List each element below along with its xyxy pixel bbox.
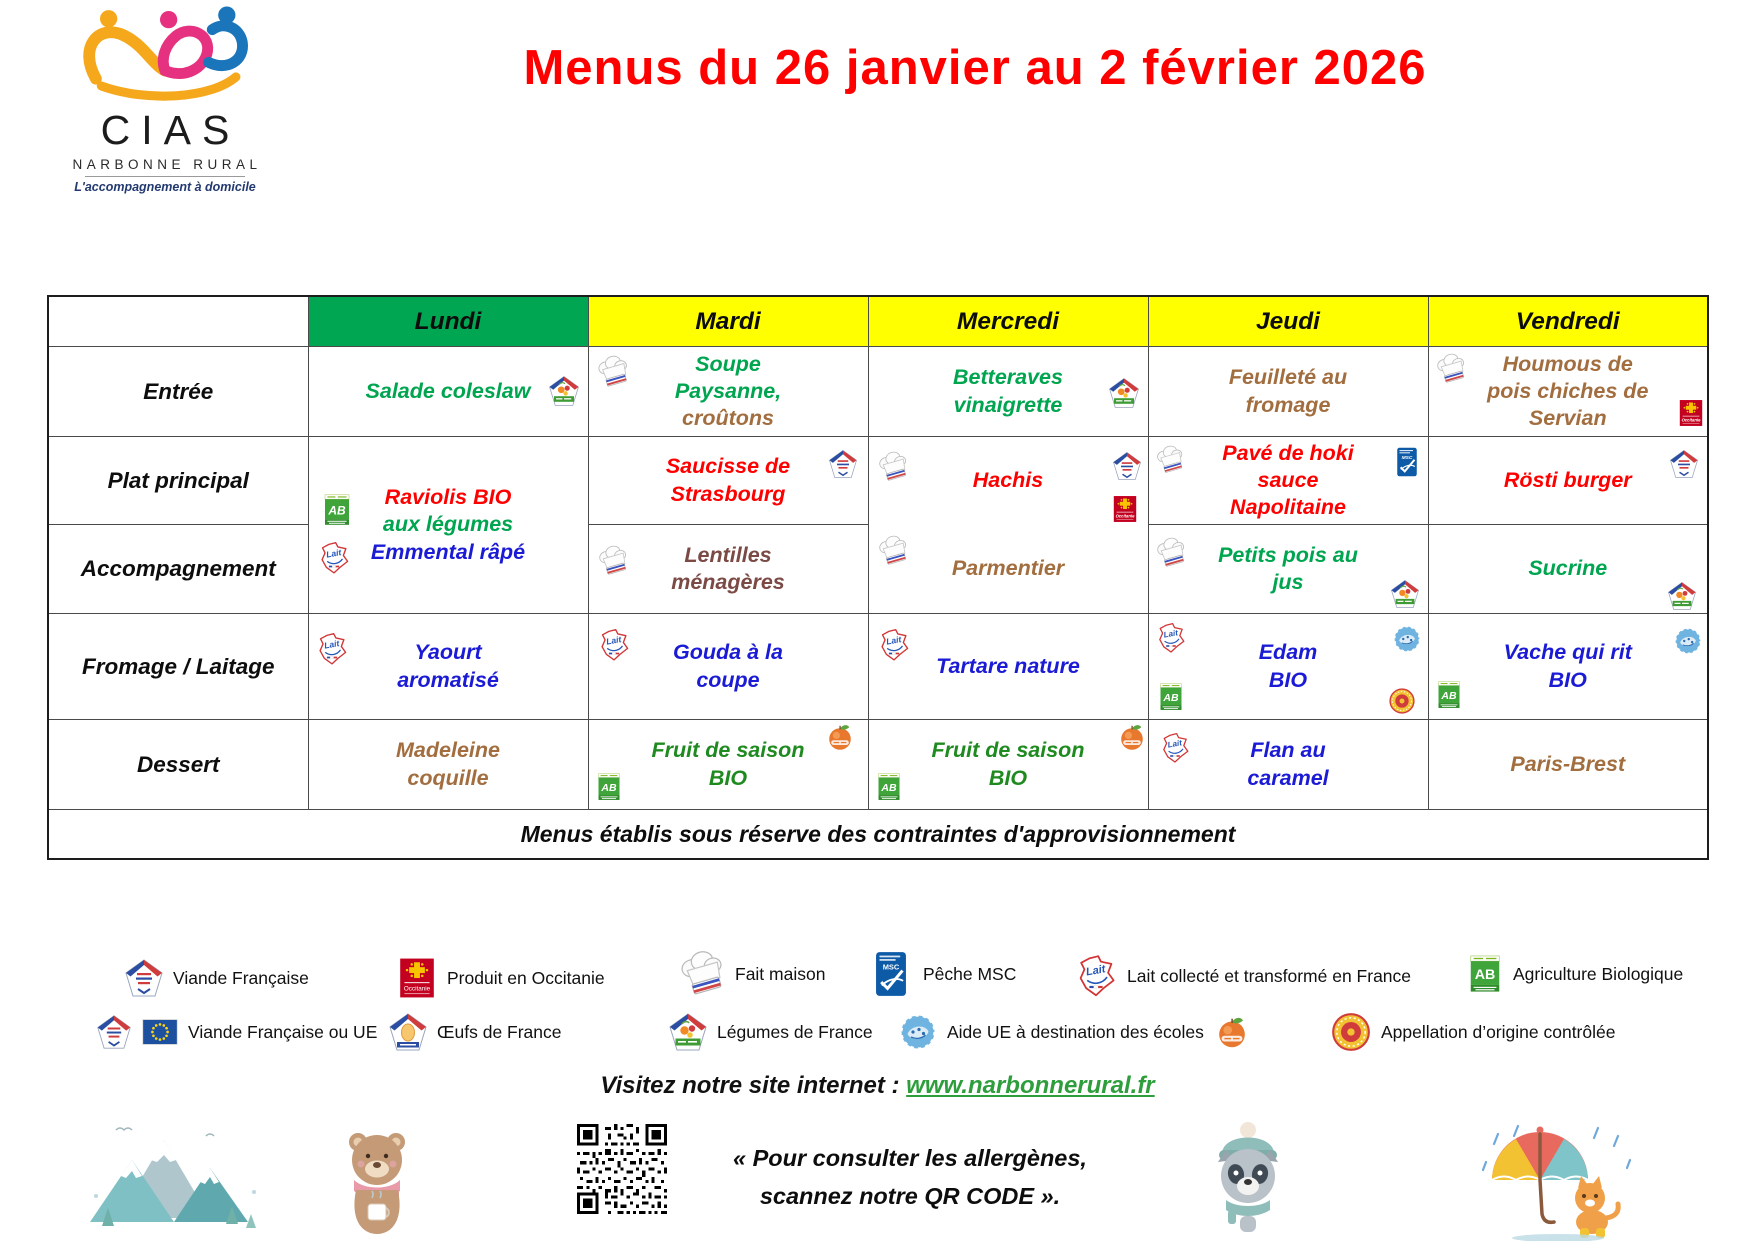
allergen-note-line2: scannez notre QR CODE ».	[759, 1182, 1061, 1209]
dish-name: Servian	[1528, 406, 1607, 431]
row-label-dessert: Dessert	[48, 720, 308, 810]
oeufs-de-france-icon	[388, 1012, 428, 1052]
legend-oeufs-de-france	[388, 1008, 562, 1056]
cell-entree-vendredi	[1428, 347, 1708, 437]
dish-name: Betteraves	[953, 365, 1063, 390]
raccoon-illustration	[1198, 1116, 1298, 1236]
dish-name: Fruit de saison	[651, 738, 805, 763]
dish-name: BIO	[1548, 667, 1587, 692]
day-header-mercredi: Mercredi	[868, 296, 1148, 347]
lait-france-icon	[317, 541, 351, 575]
mountains-illustration	[86, 1116, 264, 1240]
dish-name: Rösti burger	[1503, 467, 1632, 492]
dish-name: ménagères	[671, 570, 785, 594]
allergen-note-line1: « Pour consulter les allergènes,	[733, 1145, 1087, 1171]
dish-name: BIO	[1268, 667, 1308, 692]
dish-name: Madeleine	[396, 738, 500, 763]
dish-name: Napolitaine	[1230, 495, 1346, 520]
dish-name: coquille	[407, 765, 489, 790]
peche-msc-icon	[868, 951, 914, 997]
day-header-vendredi: Vendredi	[1428, 296, 1708, 347]
agriculture-biologique-icon	[1157, 677, 1185, 717]
agriculture-biologique-icon	[1466, 948, 1504, 1000]
legend-legumes-de-france	[668, 1008, 873, 1056]
dish-name: Saucisse de	[665, 454, 791, 479]
legend-label: Produit en Occitanie	[447, 967, 605, 988]
viande-francaise-icon	[96, 1014, 132, 1050]
cell-plat-lundi	[308, 437, 588, 614]
dish-name: jus	[1272, 570, 1304, 594]
dish-name: Hachis	[972, 468, 1044, 493]
corner-cell	[48, 296, 308, 347]
table-footnote: Menus établis sous réserve des contraintes d'approvisionnement	[48, 810, 1708, 860]
eu-flag-icon	[141, 1013, 179, 1051]
dish-name: vinaigrette	[953, 392, 1063, 417]
legumes-de-france-icon	[1390, 579, 1420, 609]
dish-name: Gouda à la	[673, 640, 783, 665]
cell-plat-mardi	[588, 437, 868, 525]
viande-francaise-icon	[1669, 449, 1699, 479]
legumes-de-france-icon	[548, 375, 580, 407]
legend-viande-francaise	[124, 954, 309, 1002]
cell-fromage-lundi	[308, 614, 588, 720]
lait-france-icon	[1074, 954, 1118, 998]
fruits-ecoles-icon	[824, 721, 856, 753]
legend-peche-msc	[868, 950, 1016, 998]
dish-name: Sucrine	[1528, 556, 1608, 581]
cias-logo	[56, 6, 274, 194]
agriculture-biologique-icon	[875, 767, 903, 807]
cias-logo-icon	[65, 6, 265, 106]
row-label-accompagnement: Accompagnement	[48, 525, 308, 614]
dish-name: BIO	[988, 765, 1028, 790]
dish-name: Tartare nature	[936, 653, 1080, 678]
cell-plat-vendredi	[1428, 437, 1708, 525]
dish-name: Raviolis BIO	[384, 485, 512, 510]
cat-umbrella-illustration	[1478, 1122, 1642, 1241]
logo-acronym: CIAS	[100, 107, 241, 153]
fruits-ecoles-icon	[1213, 1013, 1251, 1051]
dish-name: Yaourt	[414, 640, 482, 665]
dish-name: Edam	[1258, 640, 1318, 665]
legend-label: Appellation d’origine contrôlée	[1381, 1021, 1616, 1042]
cell-entree-mercredi	[868, 347, 1148, 437]
website-link[interactable]: www.narbonnerural.fr	[906, 1072, 1155, 1099]
peche-msc-icon	[1392, 447, 1422, 477]
website-prefix: Visitez notre site internet :	[600, 1072, 907, 1099]
cell-dessert-jeudi	[1148, 720, 1428, 810]
dish-name: Feuilleté au	[1228, 365, 1348, 390]
day-header-mardi: Mardi	[588, 296, 868, 347]
dish-name: croûtons	[682, 406, 774, 431]
website-line	[0, 1072, 1755, 1100]
page-title: Menus du 26 janvier au 2 février 2026	[523, 41, 1427, 95]
dish-name: Emmental râpé	[370, 539, 526, 564]
dish-name: aux légumes	[382, 512, 514, 537]
legend-label: Pêche MSC	[923, 963, 1017, 984]
legend-label: Lait collecté et transformé en France	[1127, 965, 1412, 986]
aide-ue-icon	[1673, 626, 1703, 656]
dish-name: BIO	[708, 765, 748, 790]
dish-name: Paysanne,	[674, 378, 782, 403]
agriculture-biologique-icon	[595, 767, 623, 807]
fait-maison-icon	[1435, 353, 1467, 385]
dish-name: Paris-Brest	[1510, 751, 1626, 776]
day-header-lundi: Lundi	[308, 296, 588, 347]
cell-entree-mardi	[588, 347, 868, 437]
dish-name: Soupe	[695, 351, 761, 376]
dish-name: caramel	[1247, 765, 1329, 790]
produit-occitanie-icon	[1677, 399, 1705, 427]
lait-france-icon	[597, 628, 631, 662]
row-label-fromage-laitage: Fromage / Laitage	[48, 614, 308, 720]
dish-name: Parmentier	[951, 556, 1065, 581]
cell-dessert-mercredi	[868, 720, 1148, 810]
allergen-note	[650, 1140, 1170, 1215]
cell-accomp-mardi	[588, 525, 868, 614]
legend-fait-maison	[678, 950, 825, 998]
legend-produit-occitanie	[396, 954, 605, 1002]
cell-dessert-vendredi	[1428, 720, 1708, 810]
legend-label: Légumes de France	[717, 1021, 873, 1042]
legend-label: Aide UE à destination des écoles	[947, 1021, 1204, 1042]
cell-fromage-mercredi	[868, 614, 1148, 720]
legumes-de-france-icon	[1667, 581, 1697, 611]
lait-france-icon	[877, 628, 911, 662]
cell-fromage-vendredi	[1428, 614, 1708, 720]
fait-maison-icon	[596, 355, 630, 389]
dish-name: Strasbourg	[670, 481, 786, 506]
lait-france-icon	[1159, 732, 1191, 764]
fait-maison-icon	[1155, 537, 1187, 569]
legend-agriculture-biologique	[1466, 950, 1683, 998]
legend-aide-ue-ecoles	[898, 1008, 1251, 1056]
aide-ue-icon	[1392, 624, 1422, 654]
cell-plat-mercredi	[868, 437, 1148, 614]
dish-name: fromage	[1245, 392, 1331, 417]
fruits-ecoles-icon	[1116, 721, 1148, 753]
aoc-icon	[1330, 1011, 1372, 1053]
legend-viande-francaise-ou-ue	[96, 1008, 377, 1056]
agriculture-biologique-icon	[321, 487, 353, 533]
aoc-icon	[1388, 687, 1416, 715]
row-label-plat-principal: Plat principal	[48, 437, 308, 525]
dish-name: Fruit de saison	[931, 738, 1085, 763]
viande-francaise-icon	[828, 449, 858, 479]
produit-occitanie-icon	[396, 957, 438, 999]
legend-label: Œufs de France	[437, 1021, 562, 1042]
cell-dessert-mardi	[588, 720, 868, 810]
dish-name: Houmous de	[1502, 351, 1633, 376]
dish-name: Flan au	[1250, 738, 1326, 763]
bear-illustration	[330, 1124, 426, 1240]
fait-maison-icon	[1155, 445, 1185, 475]
cell-dessert-lundi	[308, 720, 588, 810]
fait-maison-icon	[597, 545, 629, 577]
dish-name: Pavé de hoki	[1222, 440, 1354, 465]
dish-name: coupe	[696, 667, 760, 692]
legend-label: Fait maison	[735, 963, 826, 984]
legumes-de-france-icon	[668, 1012, 708, 1052]
logo-name: NARBONNE RURAL	[72, 157, 262, 172]
lait-france-icon	[1155, 622, 1187, 654]
cell-fromage-jeudi	[1148, 614, 1428, 720]
dish-name: aromatisé	[397, 667, 499, 692]
dish-name: pois chiches de	[1487, 378, 1649, 403]
dish-name: Petits pois au	[1218, 542, 1358, 567]
cell-entree-jeudi	[1148, 347, 1428, 437]
logo-divider	[85, 176, 245, 177]
fait-maison-icon	[678, 950, 726, 998]
legend-label: Viande Française	[173, 967, 309, 988]
aide-ue-icon	[898, 1012, 938, 1052]
menu-table	[47, 295, 1709, 860]
cell-accomp-vendredi	[1428, 525, 1708, 614]
cell-plat-jeudi	[1148, 437, 1428, 525]
dish-name: sauce	[1257, 467, 1319, 492]
row-label-entree: Entrée	[48, 347, 308, 437]
legend-aoc	[1330, 1008, 1615, 1056]
dish-name: Vache qui rit	[1503, 640, 1632, 665]
lait-france-icon	[315, 632, 349, 666]
day-header-jeudi: Jeudi	[1148, 296, 1428, 347]
cell-fromage-mardi	[588, 614, 868, 720]
dish-name: Salade coleslaw	[365, 378, 531, 403]
viande-francaise-icon	[124, 958, 164, 998]
legend-lait-france	[1074, 952, 1411, 1000]
dish-name: Lentilles	[684, 542, 772, 567]
legend-label: Viande Française ou UE	[188, 1021, 378, 1042]
legumes-de-france-icon	[1108, 377, 1140, 409]
cell-accomp-jeudi	[1148, 525, 1428, 614]
legend-label: Agriculture Biologique	[1513, 963, 1684, 984]
logo-tagline: L'accompagnement à domicile	[74, 180, 256, 194]
cell-entree-lundi	[308, 347, 588, 437]
agriculture-biologique-icon	[1435, 675, 1463, 715]
